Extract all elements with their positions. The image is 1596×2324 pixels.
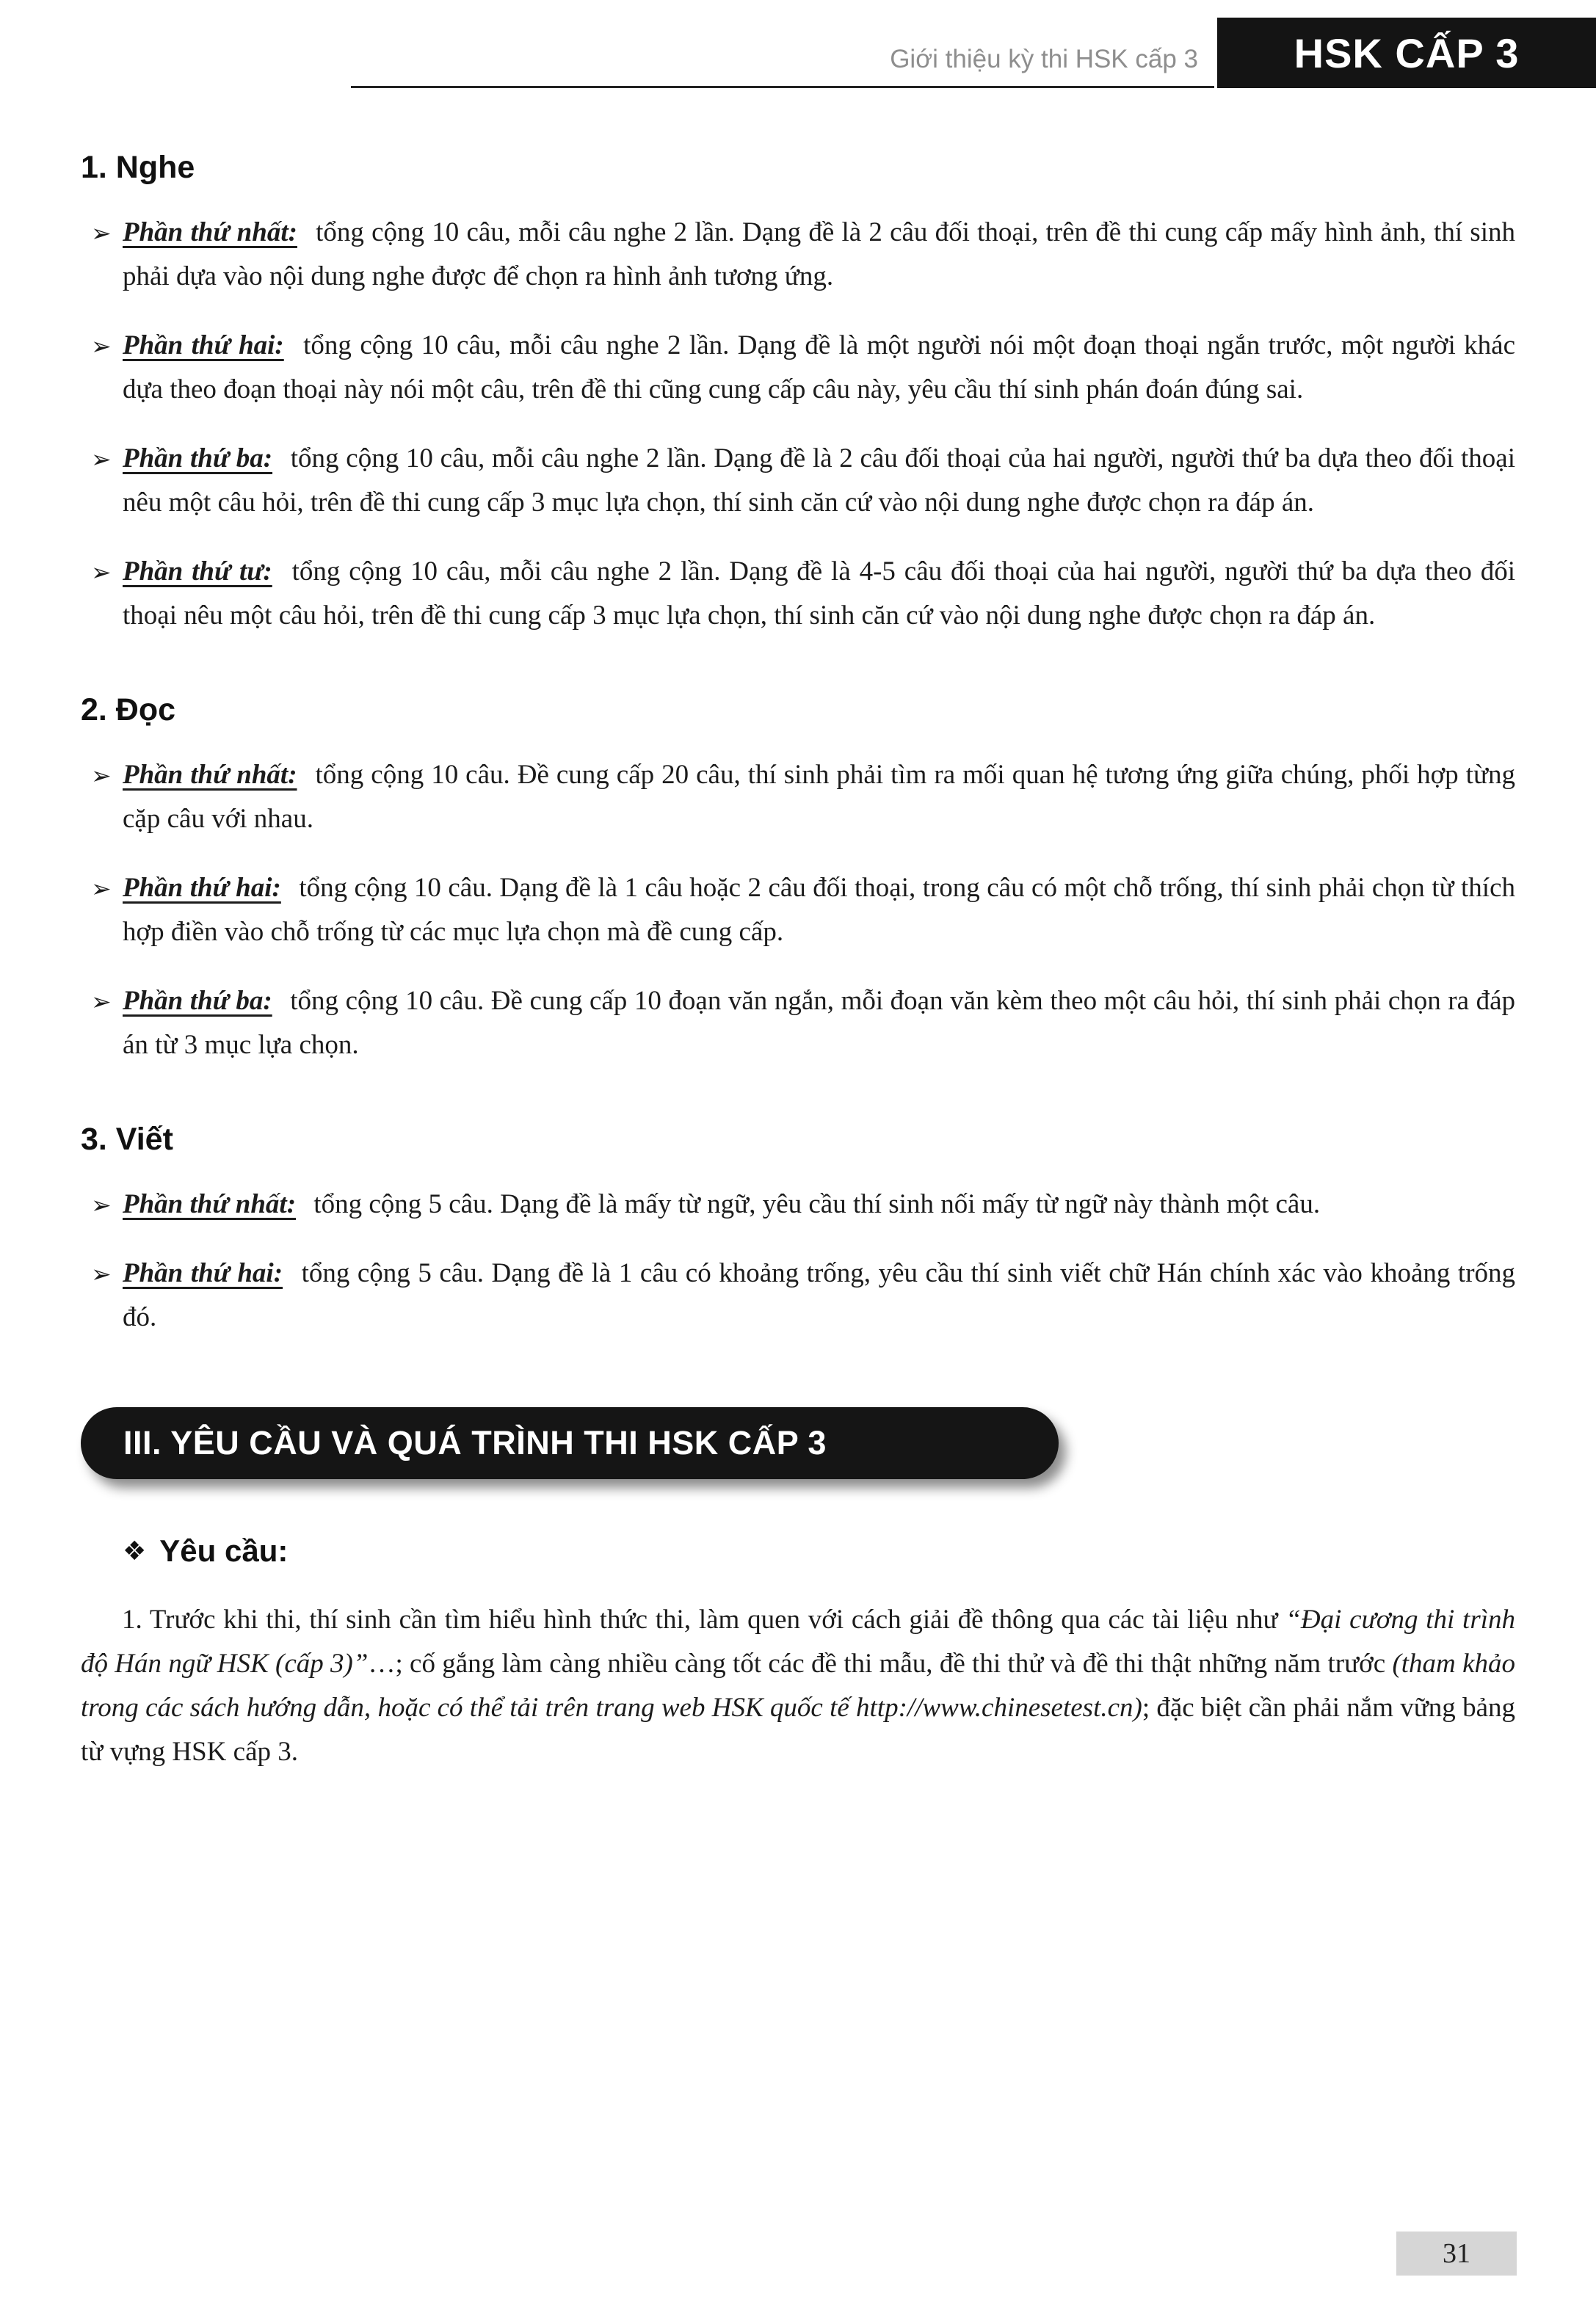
arrow-bullet-icon: ➢ [91, 1260, 112, 1288]
page-number: 31 [1443, 2238, 1470, 2269]
item-label: Phần thứ hai: [123, 873, 281, 903]
list-item [81, 211, 1515, 299]
item-label: Phần thứ ba: [123, 986, 272, 1016]
arrow-bullet-icon: ➢ [91, 874, 112, 903]
paragraph-segment-italic: (tham khảo trong các sách hướng dẫn, hoặc có thể tải trên trang web HSK quốc tế http://www.chinesetest.cn) [81, 1649, 1515, 1723]
section-doc [81, 692, 1515, 1067]
banner-title: III. YÊU CẦU VÀ QUÁ TRÌNH THI HSK CẤP 3 [123, 1424, 827, 1461]
list-item [81, 753, 1515, 841]
item-text: tổng cộng 10 câu. Dạng đề là 1 câu hoặc 2 câu đối thoại, trong câu có một chỗ trống, thí sinh phải chọn từ thích hợp điền vào chỗ trống từ các mục lựa chọn mà đề cung cấp. [123, 873, 1515, 947]
item-label: Phần thứ nhất: [123, 217, 297, 247]
list-item [81, 1252, 1515, 1340]
item-text: tổng cộng 10 câu, mỗi câu nghe 2 lần. Dạng đề là 4-5 câu đối thoại của hai người, người thứ ba dựa theo đối thoại nêu một câu hỏi, trên đề thi cung cấp 3 mục lựa chọn, thí sinh căn cứ vào nội dung nghe được chọn ra đáp án. [123, 556, 1515, 631]
requirements-heading-row [81, 1533, 1515, 1569]
section-heading: 3. Viết [81, 1122, 173, 1157]
item-label: Phần thứ nhất: [123, 1189, 297, 1219]
item-text: tổng cộng 10 câu, mỗi câu nghe 2 lần. Dạng đề là một người nói một đoạn thoại ngắn trước, một người khác dựa theo đoạn thoại này nói một câu, trên đề thi cũng cung cấp câu này, yêu cầu thí sinh phán đoán đúng sai. [123, 330, 1515, 404]
item-label: Phần thứ hai: [123, 1258, 283, 1288]
arrow-bullet-icon: ➢ [91, 761, 112, 790]
paragraph-segment-italic: “Đại cương thi trình độ Hán ngữ HSK (cấp 3)” [81, 1605, 1516, 1679]
arrow-bullet-icon: ➢ [91, 1191, 112, 1219]
chapter-badge: HSK CẤP 3 [1217, 18, 1596, 88]
arrow-bullet-icon: ➢ [91, 445, 112, 473]
section-viet [81, 1122, 1515, 1340]
running-title-rule [351, 18, 1214, 88]
arrow-bullet-icon: ➢ [91, 987, 112, 1016]
arrow-bullet-icon: ➢ [91, 219, 112, 247]
list-item [81, 1183, 1515, 1227]
list-item [81, 550, 1515, 638]
list-item [81, 324, 1515, 412]
section-banner [81, 1407, 1059, 1479]
list-item [81, 437, 1515, 525]
section-heading: 1. Nghe [81, 150, 195, 185]
paragraph-segment: ; đặc biệt cần phải nắm vững bảng từ vựng HSK cấp 3. [81, 1693, 1515, 1767]
item-text: tổng cộng 5 câu. Dạng đề là 1 câu có khoảng trống, yêu cầu thí sinh viết chữ Hán chính xác vào khoảng trống đó. [123, 1258, 1516, 1332]
running-title: Giới thiệu kỳ thi HSK cấp 3 [890, 45, 1198, 73]
item-label: Phần thứ tư: [123, 556, 272, 587]
diamond-bullet-icon: ❖ [123, 1536, 147, 1566]
page-header [0, 0, 1596, 88]
requirements-heading: Yêu cầu: [159, 1533, 289, 1568]
arrow-bullet-icon: ➢ [91, 332, 112, 360]
item-label: Phần thứ hai: [123, 330, 284, 360]
section-heading: 2. Đọc [81, 692, 176, 727]
item-text: tổng cộng 5 câu. Dạng đề là mấy từ ngữ, yêu cầu thí sinh nối mấy từ ngữ này thành một câu. [313, 1189, 1321, 1219]
item-text: tổng cộng 10 câu. Đề cung cấp 20 câu, thí sinh phải tìm ra mối quan hệ tương ứng giữa chúng, phối hợp từng cặp câu với nhau. [123, 760, 1516, 834]
item-label: Phần thứ nhất: [123, 760, 297, 790]
paragraph-segment: …; cố gắng làm càng nhiều càng tốt các đề thi mẫu, đề thi thử và đề thi thật những năm trước [368, 1649, 1393, 1679]
page-content [0, 150, 1596, 1774]
list-item [81, 979, 1515, 1067]
arrow-bullet-icon: ➢ [91, 558, 112, 587]
section-nghe [81, 150, 1515, 638]
item-text: tổng cộng 10 câu, mỗi câu nghe 2 lần. Dạng đề là 2 câu đối thoại, trên đề thi cung cấp mấy hình ảnh, thí sinh phải dựa vào nội dung nghe được để chọn ra hình ảnh tương ứng. [123, 217, 1515, 291]
item-text: tổng cộng 10 câu. Đề cung cấp 10 đoạn văn ngắn, mỗi đoạn văn kèm theo một câu hỏi, thí sinh phải chọn ra đáp án từ 3 mục lựa chọn. [123, 986, 1516, 1060]
item-label: Phần thứ ba: [123, 443, 273, 473]
requirements-paragraph [81, 1598, 1515, 1774]
item-text: tổng cộng 10 câu, mỗi câu nghe 2 lần. Dạng đề là 2 câu đối thoại của hai người, người thứ ba dựa theo đối thoại nêu một câu hỏi, trên đề thi cung cấp 3 mục lựa chọn, thí sinh căn cứ vào nội dung nghe được chọn ra đáp án. [123, 443, 1516, 518]
paragraph-segment: 1. Trước khi thi, thí sinh cần tìm hiểu hình thức thi, làm quen với cách giải đề thông qua các tài liệu như [122, 1605, 1286, 1635]
list-item [81, 866, 1515, 954]
page-number-box [1396, 2232, 1517, 2276]
